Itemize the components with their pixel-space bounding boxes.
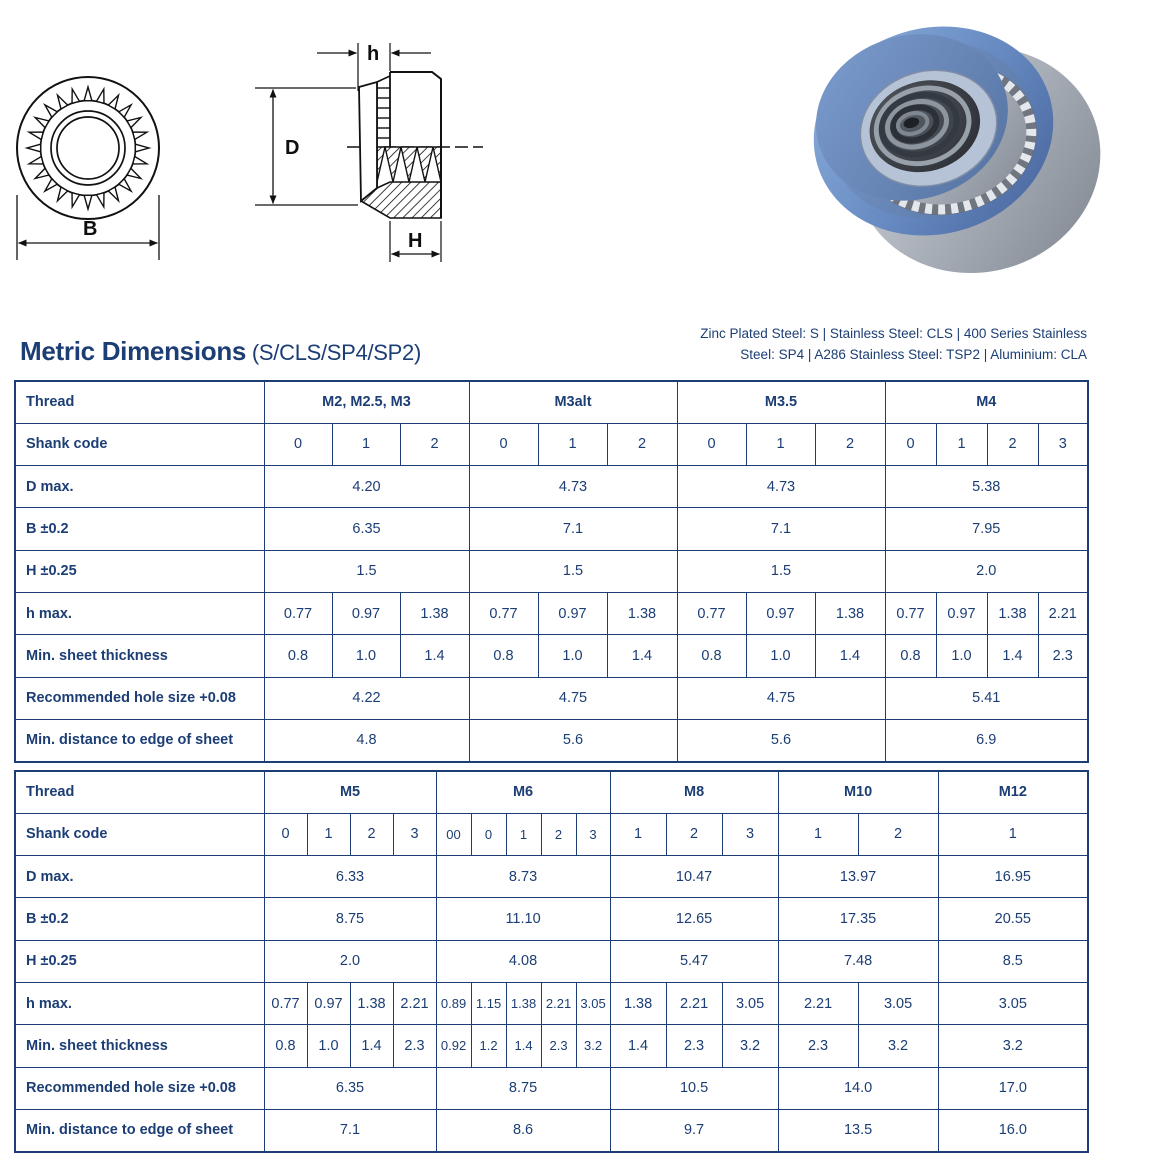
value-cell: 0: [885, 423, 936, 465]
clinch-lip: [359, 82, 377, 201]
value-cell: 1.4: [607, 635, 677, 677]
row-label: h max.: [15, 592, 264, 634]
value-cell: 1.38: [610, 982, 666, 1024]
value-cell: 1.0: [746, 635, 815, 677]
value-cell: 5.41: [885, 677, 1088, 719]
value-cell: 7.95: [885, 508, 1088, 550]
value-cell: 3: [1038, 423, 1088, 465]
value-cell: 1: [778, 813, 858, 855]
value-cell: 1.2: [471, 1025, 506, 1067]
dim-label-hh: H: [408, 230, 423, 252]
value-cell: M5: [264, 771, 436, 813]
value-cell: 5.38: [885, 466, 1088, 508]
dimension-table: [14, 380, 1089, 763]
value-cell: 2.3: [1038, 635, 1088, 677]
value-cell: M10: [778, 771, 938, 813]
value-cell: 2.21: [541, 982, 576, 1024]
row-label: Min. distance to edge of sheet: [15, 719, 264, 761]
value-cell: 1: [538, 423, 607, 465]
metric-dimensions-table-m2-m4: [14, 380, 1089, 763]
value-cell: M8: [610, 771, 778, 813]
value-cell: 1.38: [506, 982, 541, 1024]
value-cell: 1.4: [506, 1025, 541, 1067]
value-cell: 1.4: [350, 1025, 393, 1067]
value-cell: 6.33: [264, 856, 436, 898]
value-cell: 1.0: [332, 635, 400, 677]
materials-note: [617, 324, 1087, 366]
value-cell: 6.9: [885, 719, 1088, 761]
clinch-nut-3d: [800, 5, 1110, 290]
pilot-serrations: [377, 88, 390, 138]
value-cell: 1.4: [400, 635, 469, 677]
value-cell: 1: [938, 813, 1088, 855]
row-label: D max.: [15, 856, 264, 898]
value-cell: 0.77: [264, 592, 332, 634]
value-cell: 16.95: [938, 856, 1088, 898]
value-cell: 1.5: [264, 550, 469, 592]
value-cell: 17.35: [778, 898, 938, 940]
value-cell: 4.73: [677, 466, 885, 508]
value-cell: 0.97: [332, 592, 400, 634]
dim-label-b: B: [83, 218, 98, 240]
table-row: [15, 898, 1088, 940]
value-cell: 2: [858, 813, 938, 855]
value-cell: 2.21: [666, 982, 722, 1024]
value-cell: M2, M2.5, M3: [264, 381, 469, 423]
value-cell: 1: [307, 813, 350, 855]
value-cell: 0.77: [469, 592, 538, 634]
value-cell: 00: [436, 813, 471, 855]
value-cell: 0: [264, 813, 307, 855]
value-cell: 7.1: [677, 508, 885, 550]
table-row: [15, 856, 1088, 898]
value-cell: 0.97: [936, 592, 987, 634]
value-cell: 3.2: [722, 1025, 778, 1067]
page-title-main: Metric Dimensions: [20, 336, 247, 366]
value-cell: 3: [576, 813, 610, 855]
row-label: D max.: [15, 466, 264, 508]
dim-label-d: D: [285, 137, 300, 159]
value-cell: 2.3: [666, 1025, 722, 1067]
value-cell: 1.38: [815, 592, 885, 634]
value-cell: 0.8: [469, 635, 538, 677]
value-cell: M4: [885, 381, 1088, 423]
table-row: [15, 592, 1088, 634]
value-cell: 8.5: [938, 940, 1088, 982]
value-cell: 1: [936, 423, 987, 465]
value-cell: 2: [815, 423, 885, 465]
value-cell: 1: [746, 423, 815, 465]
table-row: [15, 771, 1088, 813]
table-row: [15, 677, 1088, 719]
table-row: [15, 940, 1088, 982]
value-cell: 2: [350, 813, 393, 855]
table-row: [15, 508, 1088, 550]
value-cell: 13.97: [778, 856, 938, 898]
row-label: Min. distance to edge of sheet: [15, 1109, 264, 1151]
value-cell: 7.48: [778, 940, 938, 982]
value-cell: 2.3: [541, 1025, 576, 1067]
value-cell: 0: [469, 423, 538, 465]
table-row: [15, 423, 1088, 465]
row-label: B ±0.2: [15, 898, 264, 940]
value-cell: 0: [677, 423, 746, 465]
value-cell: 1.4: [815, 635, 885, 677]
product-photo: [800, 5, 1110, 290]
value-cell: 1.0: [307, 1025, 350, 1067]
value-cell: 3: [722, 813, 778, 855]
value-cell: 4.22: [264, 677, 469, 719]
value-cell: 0.97: [746, 592, 815, 634]
table-row: [15, 1025, 1088, 1067]
row-label: Shank code: [15, 423, 264, 465]
value-cell: 0.92: [436, 1025, 471, 1067]
value-cell: 0.8: [885, 635, 936, 677]
value-cell: 2: [607, 423, 677, 465]
value-cell: 3.05: [938, 982, 1088, 1024]
row-label: Min. sheet thickness: [15, 1025, 264, 1067]
value-cell: M12: [938, 771, 1088, 813]
value-cell: 6.35: [264, 508, 469, 550]
value-cell: 10.47: [610, 856, 778, 898]
row-label: H ±0.25: [15, 940, 264, 982]
thread-minor-circle: [57, 117, 119, 179]
row-label: h max.: [15, 982, 264, 1024]
table-row: [15, 1109, 1088, 1151]
value-cell: 2: [400, 423, 469, 465]
table-row: [15, 813, 1088, 855]
row-label: Min. sheet thickness: [15, 635, 264, 677]
top-view-diagram: [8, 28, 178, 268]
row-label: Shank code: [15, 813, 264, 855]
value-cell: 7.1: [469, 508, 677, 550]
value-cell: 5.6: [677, 719, 885, 761]
value-cell: 5.47: [610, 940, 778, 982]
value-cell: 1.38: [607, 592, 677, 634]
value-cell: 1: [332, 423, 400, 465]
value-cell: 0.97: [538, 592, 607, 634]
value-cell: 8.75: [264, 898, 436, 940]
value-cell: 1.38: [400, 592, 469, 634]
value-cell: 2: [987, 423, 1038, 465]
value-cell: 4.75: [677, 677, 885, 719]
metric-dimensions-table-m5-m12: [14, 770, 1089, 1153]
value-cell: 4.73: [469, 466, 677, 508]
value-cell: 3.05: [722, 982, 778, 1024]
materials-note-line2: Steel: SP4 | A286 Stainless Steel: TSP2 | Aluminium: CLA: [740, 346, 1087, 362]
value-cell: 6.35: [264, 1067, 436, 1109]
value-cell: 2: [666, 813, 722, 855]
row-label: Thread: [15, 771, 264, 813]
row-label: Recommended hole size +0.08: [15, 1067, 264, 1109]
value-cell: 1.0: [936, 635, 987, 677]
row-label: Recommended hole size +0.08: [15, 677, 264, 719]
dim-label-h: h: [367, 43, 380, 65]
pilot-top: [377, 76, 390, 82]
page-title: [20, 336, 421, 367]
value-cell: 10.5: [610, 1067, 778, 1109]
value-cell: 5.6: [469, 719, 677, 761]
value-cell: 4.75: [469, 677, 677, 719]
value-cell: 1.4: [987, 635, 1038, 677]
value-cell: 20.55: [938, 898, 1088, 940]
value-cell: 2.21: [393, 982, 436, 1024]
value-cell: 0.8: [264, 635, 332, 677]
value-cell: 1.38: [987, 592, 1038, 634]
value-cell: 0.89: [436, 982, 471, 1024]
table-row: [15, 1067, 1088, 1109]
value-cell: 1.0: [538, 635, 607, 677]
value-cell: 2.0: [885, 550, 1088, 592]
row-label: Thread: [15, 381, 264, 423]
value-cell: 1.38: [350, 982, 393, 1024]
value-cell: 2.0: [264, 940, 436, 982]
value-cell: M3alt: [469, 381, 677, 423]
value-cell: 3.2: [576, 1025, 610, 1067]
row-label: B ±0.2: [15, 508, 264, 550]
value-cell: 2: [541, 813, 576, 855]
value-cell: 12.65: [610, 898, 778, 940]
value-cell: 16.0: [938, 1109, 1088, 1151]
value-cell: 0.8: [264, 1025, 307, 1067]
value-cell: 3.05: [576, 982, 610, 1024]
value-cell: 0: [264, 423, 332, 465]
value-cell: 3.2: [858, 1025, 938, 1067]
value-cell: 1.15: [471, 982, 506, 1024]
value-cell: 1.4: [610, 1025, 666, 1067]
value-cell: M3.5: [677, 381, 885, 423]
page-title-suffix: (S/CLS/SP4/SP2): [246, 340, 422, 365]
value-cell: 8.73: [436, 856, 610, 898]
value-cell: 11.10: [436, 898, 610, 940]
value-cell: 4.08: [436, 940, 610, 982]
value-cell: 3: [393, 813, 436, 855]
table-row: [15, 719, 1088, 761]
value-cell: 4.8: [264, 719, 469, 761]
value-cell: 1.5: [677, 550, 885, 592]
value-cell: 0.97: [307, 982, 350, 1024]
value-cell: 2.21: [1038, 592, 1088, 634]
value-cell: M6: [436, 771, 610, 813]
value-cell: 0.8: [677, 635, 746, 677]
value-cell: 0.77: [264, 982, 307, 1024]
table-row: [15, 982, 1088, 1024]
value-cell: 2.3: [778, 1025, 858, 1067]
materials-note-line1: Zinc Plated Steel: S | Stainless Steel: CLS | 400 Series Stainless: [700, 326, 1087, 341]
value-cell: 17.0: [938, 1067, 1088, 1109]
value-cell: 13.5: [778, 1109, 938, 1151]
value-cell: 1.5: [469, 550, 677, 592]
table-row: [15, 381, 1088, 423]
value-cell: 4.20: [264, 466, 469, 508]
value-cell: 7.1: [264, 1109, 436, 1151]
table-row: [15, 635, 1088, 677]
value-cell: 9.7: [610, 1109, 778, 1151]
value-cell: 3.2: [938, 1025, 1088, 1067]
value-cell: 8.75: [436, 1067, 610, 1109]
value-cell: 0: [471, 813, 506, 855]
value-cell: 3.05: [858, 982, 938, 1024]
value-cell: 0.77: [885, 592, 936, 634]
value-cell: 8.6: [436, 1109, 610, 1151]
value-cell: 1: [506, 813, 541, 855]
section-view-diagram: [255, 25, 485, 275]
dimension-table: [14, 770, 1089, 1153]
value-cell: 2.21: [778, 982, 858, 1024]
table-row: [15, 550, 1088, 592]
value-cell: 14.0: [778, 1067, 938, 1109]
table-row: [15, 466, 1088, 508]
value-cell: 2.3: [393, 1025, 436, 1067]
value-cell: 1: [610, 813, 666, 855]
value-cell: 0.77: [677, 592, 746, 634]
row-label: H ±0.25: [15, 550, 264, 592]
